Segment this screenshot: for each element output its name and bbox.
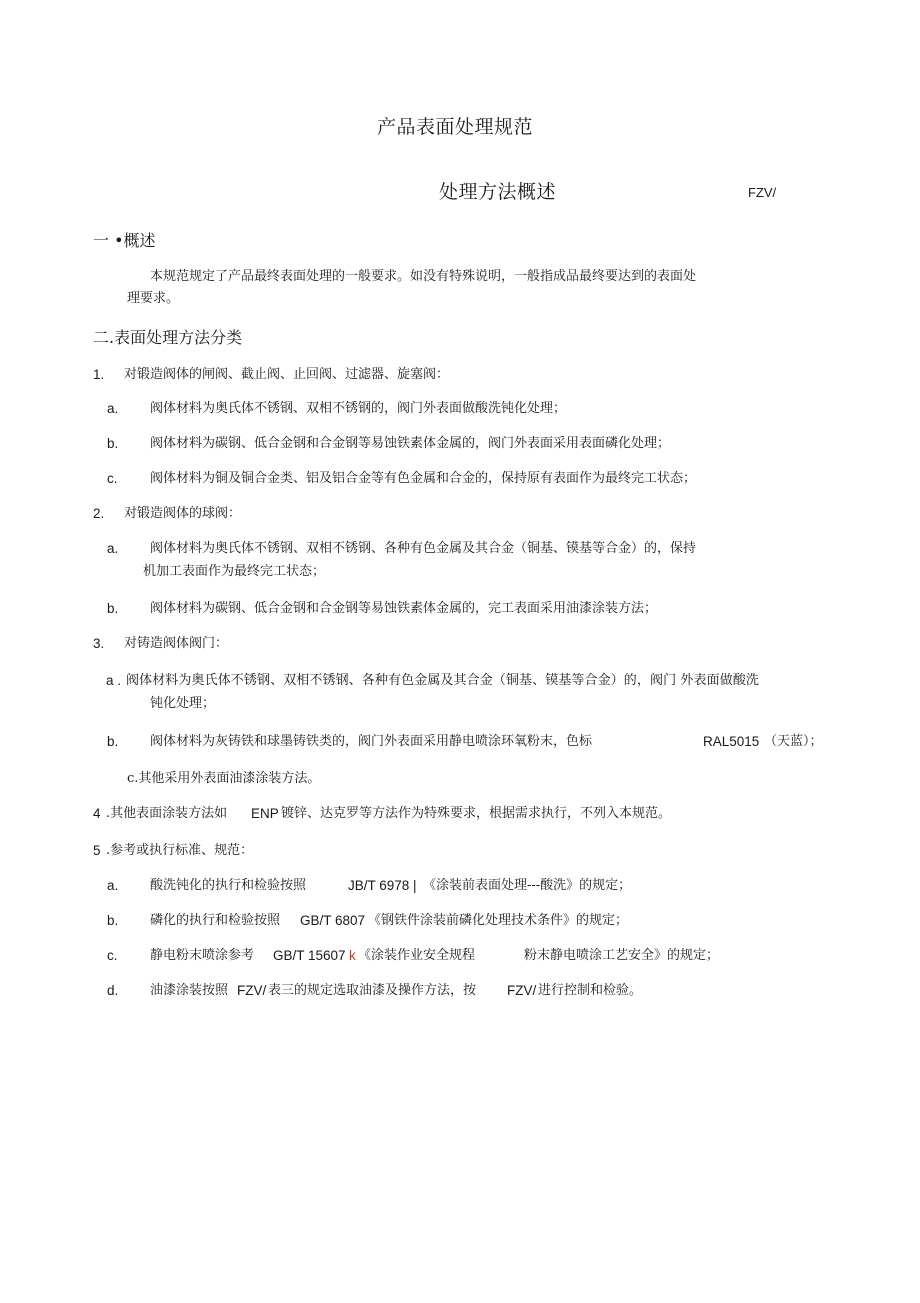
document-subtitle: 处理方法概述 xyxy=(439,181,557,203)
item2-text: 对锻造阀体的球阀： xyxy=(124,506,242,521)
item1-number: 1. xyxy=(93,367,105,382)
item2-a-marker: a. xyxy=(107,541,119,556)
document-title: 产品表面处理规范 xyxy=(377,116,534,138)
item5-c-marker: c. xyxy=(107,948,118,963)
item5-c-text-pre: 静电粉末喷涂参考 xyxy=(150,948,255,963)
item5-c-standard-mark: k xyxy=(349,948,356,963)
item3-a-marker: a . xyxy=(106,673,122,688)
item5-c-standard: GB/T 15607 xyxy=(273,948,346,963)
item5-c-text-post: 粉末静电喷涂工艺安全》的规定； xyxy=(524,948,720,963)
item5-d-text-pre: 油漆涂装按照 xyxy=(150,983,229,998)
item3-b-color-code: RAL5015 xyxy=(703,734,760,749)
item5-b-standard: GB/T 6807 xyxy=(300,913,366,928)
item5-number: 5 xyxy=(93,843,101,858)
item3-b-color-name: （天蓝）； xyxy=(764,734,823,749)
item5-text: .参考或执行标准、规范： xyxy=(106,843,254,858)
item5-d-text-mid: 表三的规定选取油漆及操作方法，按 xyxy=(268,983,477,998)
item1-a-marker: a. xyxy=(107,401,119,416)
section2-heading: 二.表面处理方法分类 xyxy=(93,328,243,347)
item1-b-marker: b. xyxy=(107,436,119,451)
item5-b-text-pre: 磷化的执行和检验按照 xyxy=(150,913,281,928)
item5-a-standard: JB/T 6978 | xyxy=(348,878,417,893)
section1-paragraph-line2: 理要求。 xyxy=(127,291,180,306)
item4-code: ENP xyxy=(251,806,279,821)
item2-number: 2. xyxy=(93,506,105,521)
item5-d-text-post: 进行控制和检验。 xyxy=(538,983,643,998)
item2-b-marker: b. xyxy=(107,601,119,616)
item3-c-text: c.其他采用外表面油漆涂装方法。 xyxy=(127,771,321,786)
document-code: FZV/ xyxy=(748,185,777,200)
item1-text: 对锻造阀体的闸阀、截止阀、止回阀、过滤器、旋塞阀： xyxy=(124,367,450,382)
item3-a-line1: 阀体材料为奥氏体不锈钢、双相不锈钢、各种有色金属及其合金（铜基、镆基等合金）的，阀门 外表面做酸洗 xyxy=(126,673,760,688)
item2-a-line1: 阀体材料为奥氏体不锈钢、双相不锈钢、各种有色金属及其合金（铜基、镆基等合金）的，保持 xyxy=(150,541,697,556)
item1-c-text: 阀体材料为铜及铜合金类、铝及铝合金等有色金属和合金的，保持原有表面作为最终完工状态； xyxy=(150,471,697,486)
item3-number: 3. xyxy=(93,636,105,651)
item3-a-line2: 钝化处理； xyxy=(150,696,216,711)
item5-c-text-mid: 《涂装作业安全规程 xyxy=(358,948,476,963)
item5-d-marker: d. xyxy=(107,983,119,998)
section1-paragraph-line1: 本规范规定了产品最终表面处理的一般要求。如没有特殊说明，一般指成品最终要达到的表面处 xyxy=(150,269,697,284)
section1-heading: 一 •概述 xyxy=(93,231,156,250)
item5-b-text-post: 《钢铁件涂装前磷化处理技术条件》的规定； xyxy=(368,913,629,928)
item3-b-text: 阀体材料为灰铸铁和球墨铸铁类的，阀门外表面采用静电喷涂环氧粉末，色标 xyxy=(150,734,593,749)
item1-c-marker: c. xyxy=(107,471,118,486)
item3-text: 对铸造阀体阀门： xyxy=(124,636,229,651)
item5-a-marker: a. xyxy=(107,878,119,893)
item5-b-marker: b. xyxy=(107,913,119,928)
item5-d-code1: FZV/ xyxy=(237,983,267,998)
item5-a-text-pre: 酸洗钝化的执行和检验按照 xyxy=(150,878,307,893)
item2-b-text: 阀体材料为碳钢、低合金钢和合金钢等易蚀铁素体金属的，完工表面采用油漆涂装方法； xyxy=(150,601,658,616)
item1-a-text: 阀体材料为奥氏体不锈钢、双相不锈钢的，阀门外表面做酸洗钝化处理； xyxy=(150,401,567,416)
item3-b-marker: b. xyxy=(107,734,119,749)
item1-b-text: 阀体材料为碳钢、低合金钢和合金钢等易蚀铁素体金属的，阀门外表面采用表面磷化处理； xyxy=(150,436,671,451)
item2-a-line2: 机加工表面作为最终完工状态； xyxy=(143,564,326,579)
item4-text-pre: .其他表面涂装方法如 xyxy=(106,806,228,821)
item5-d-code2: FZV/ xyxy=(507,983,537,998)
item4-text-post: 镀锌、达克罗等方法作为特殊要求，根据需求执行，不列入本规范。 xyxy=(281,806,672,821)
item4-number: 4 xyxy=(93,806,101,821)
item5-a-text-post: 《涂装前表面处理---酸洗》的规定； xyxy=(423,878,632,893)
